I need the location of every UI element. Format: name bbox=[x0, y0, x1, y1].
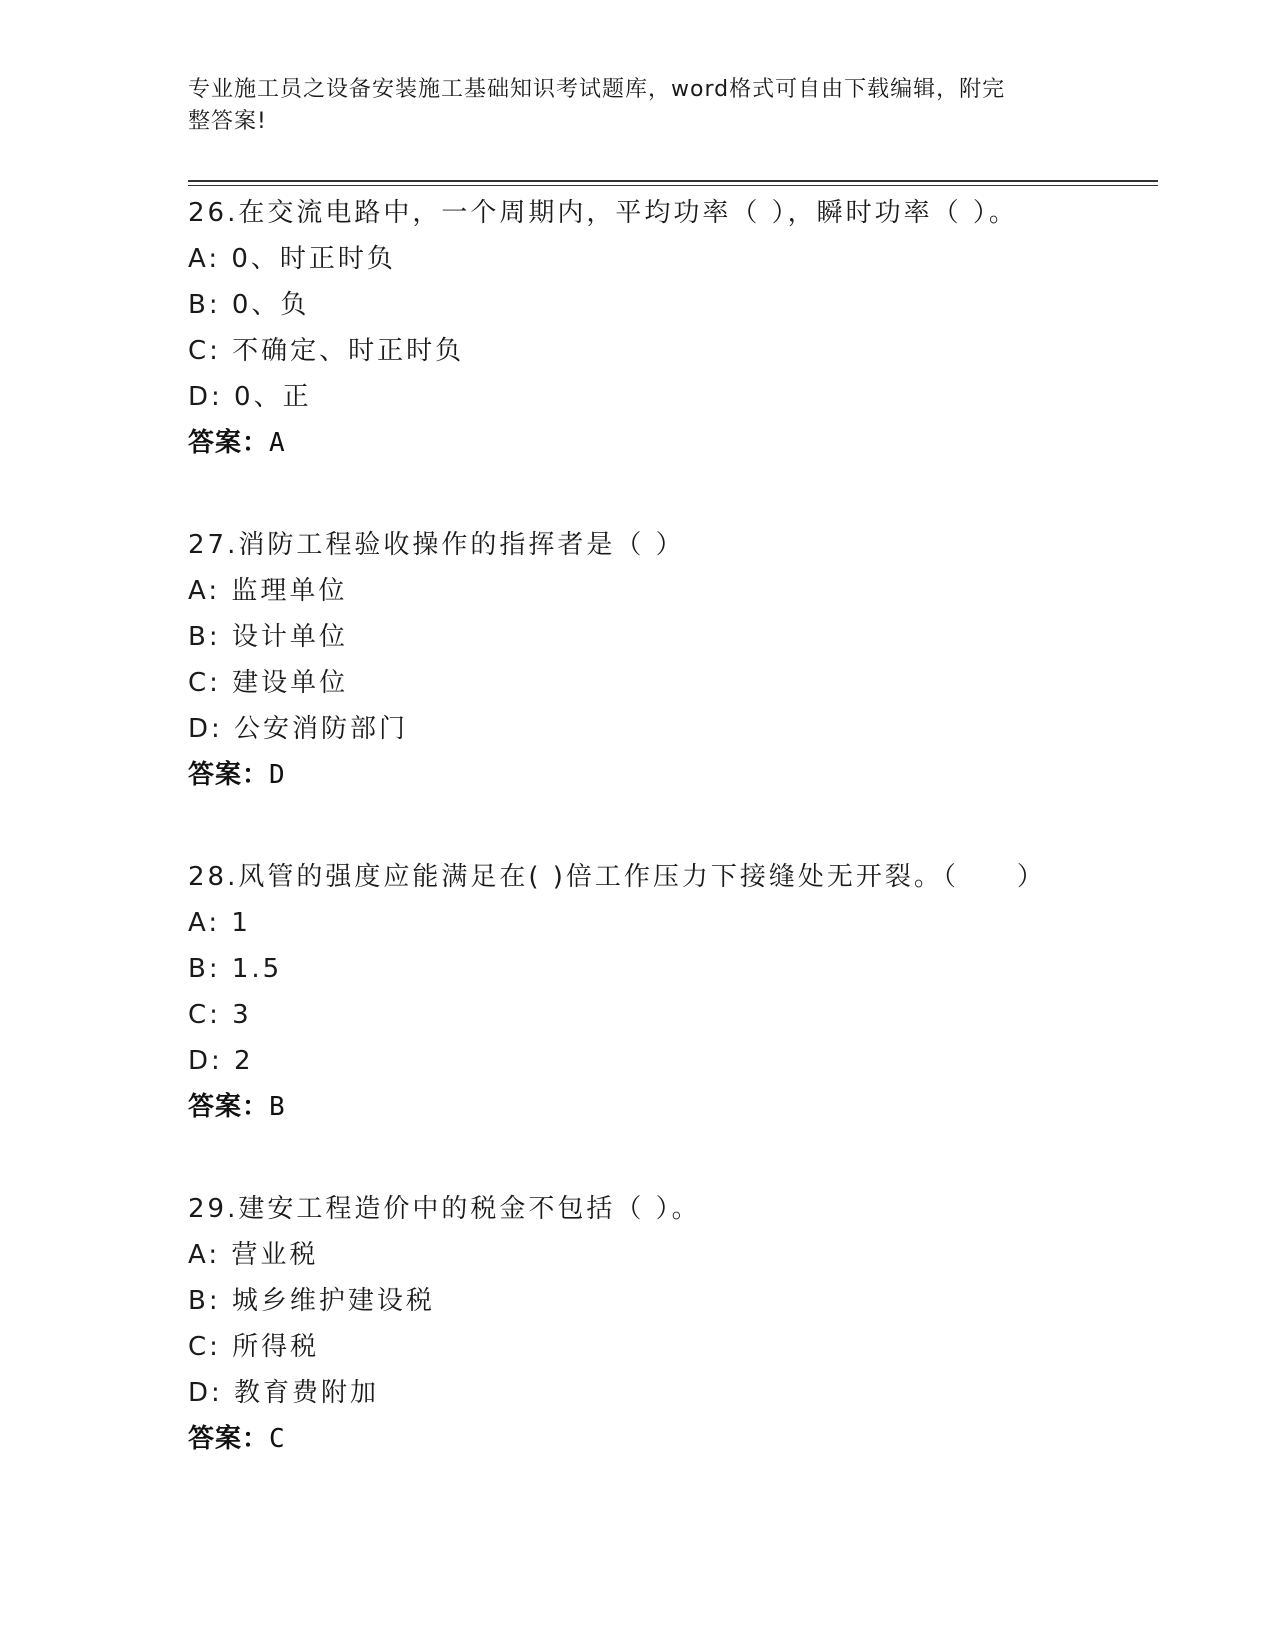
option-c: C: 建设单位 bbox=[188, 668, 349, 698]
option-c: C: 所得税 bbox=[188, 1332, 320, 1362]
question-26 bbox=[188, 190, 1158, 466]
question-stem: 29.建安工程造价中的税金不包括（ ）。 bbox=[188, 1194, 701, 1224]
answer-value: D bbox=[269, 760, 286, 790]
option-b: B: 1.5 bbox=[188, 954, 283, 984]
option-c: C: 不确定、时正时负 bbox=[188, 336, 465, 366]
question-stem: 28.风管的强度应能满足在( )倍工作压力下接缝处无开裂。（ ） bbox=[188, 862, 1046, 892]
option-c: C: 3 bbox=[188, 1000, 252, 1030]
answer-label: 答案： bbox=[188, 1092, 270, 1122]
answer-value: A bbox=[269, 428, 286, 458]
header-divider-top bbox=[188, 180, 1158, 182]
option-a: A: 监理单位 bbox=[188, 576, 348, 606]
question-list bbox=[188, 190, 1158, 1518]
option-b: B: 城乡维护建设税 bbox=[188, 1286, 435, 1316]
option-d: D: 公安消防部门 bbox=[188, 714, 409, 744]
answer-line bbox=[188, 1416, 1158, 1462]
question-stem: 26.在交流电路中，一个周期内，平均功率（ ），瞬时功率（ ）。 bbox=[188, 198, 1018, 228]
document-header bbox=[188, 74, 1068, 138]
answer-label: 答案： bbox=[188, 1424, 270, 1454]
option-b: B: 0、负 bbox=[188, 290, 310, 320]
answer-line bbox=[188, 752, 1158, 798]
header-title-line-1: 专业施工员之设备安装施工基础知识考试题库，word格式可自由下载编辑，附完 bbox=[188, 77, 1006, 102]
answer-line bbox=[188, 420, 1158, 466]
question-27 bbox=[188, 522, 1158, 798]
option-d: D: 0、正 bbox=[188, 382, 312, 412]
header-title-line-2: 整答案! bbox=[188, 109, 267, 134]
option-d: D: 教育费附加 bbox=[188, 1378, 380, 1408]
option-b: B: 设计单位 bbox=[188, 622, 348, 652]
answer-value: B bbox=[269, 1092, 286, 1122]
option-d: D: 2 bbox=[188, 1046, 254, 1076]
option-a: A: 0、时正时负 bbox=[188, 244, 396, 274]
option-a: A: 1 bbox=[188, 908, 251, 938]
answer-label: 答案： bbox=[188, 428, 270, 458]
option-a: A: 营业税 bbox=[188, 1240, 319, 1270]
answer-line bbox=[188, 1084, 1158, 1130]
answer-label: 答案： bbox=[188, 760, 270, 790]
header-divider-bottom bbox=[188, 185, 1158, 186]
question-29 bbox=[188, 1186, 1158, 1462]
answer-value: C bbox=[269, 1424, 286, 1454]
question-stem: 27.消防工程验收操作的指挥者是（ ） bbox=[188, 530, 685, 560]
question-28 bbox=[188, 854, 1158, 1130]
